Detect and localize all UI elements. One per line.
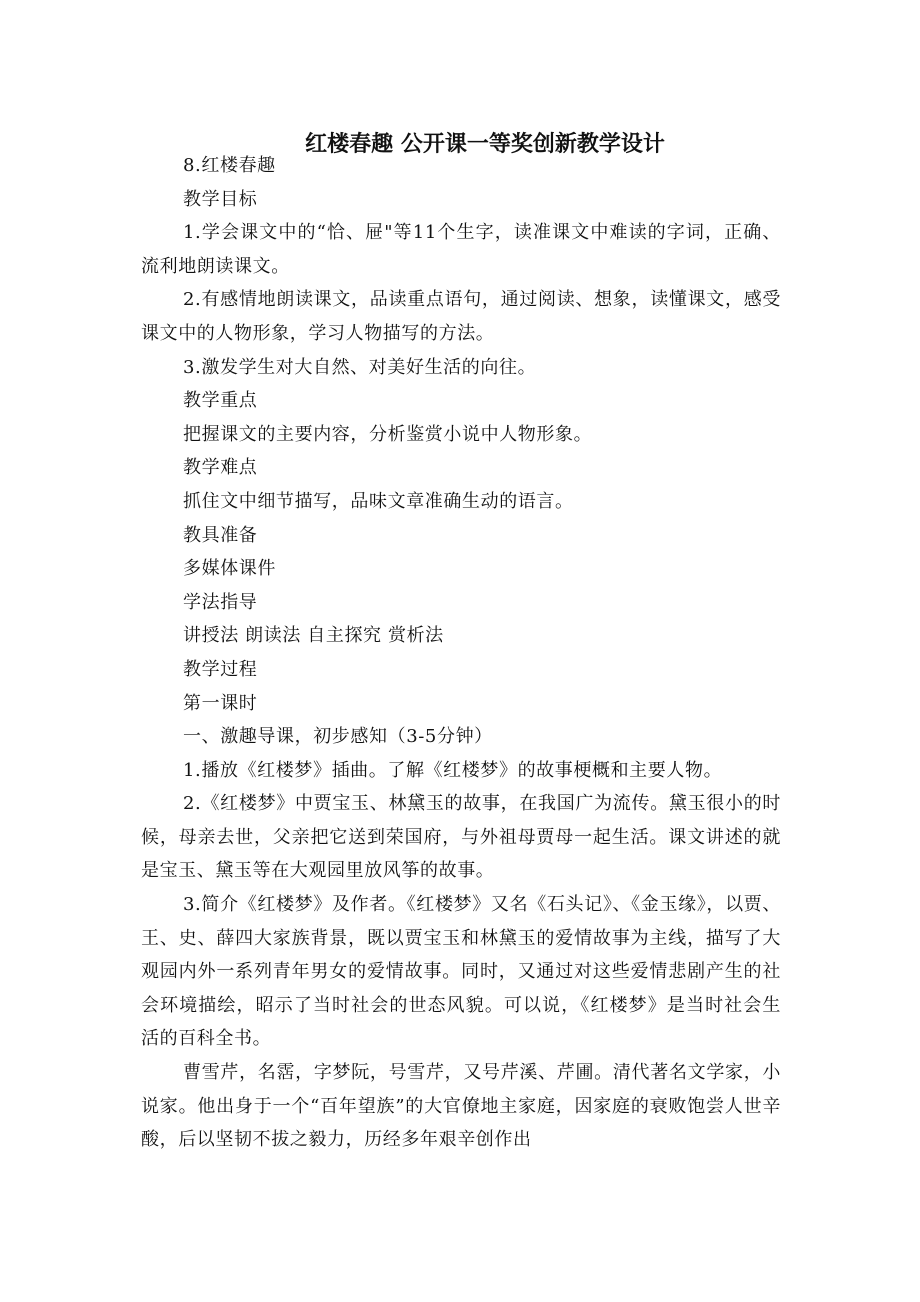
objective-2: 2.有感情地朗读课文，品读重点语句，通过阅读、想象，读懂课文，感受课文中的人物形象，学习人物描写的方法。 <box>141 289 781 344</box>
section-heading-objectives: 教学目标 <box>183 188 258 210</box>
key-points-text: 把握课文的主要内容，分析鉴赏小说中人物形象。 <box>183 423 593 445</box>
step-1-item-3: 3.简介《红楼梦》及作者。《红楼梦》又名《石头记》、《金玉缘》，以贾、王、史、薛四大家族背景，既以贾宝玉和林黛玉的爱情故事为主线，描写了大观园内外一系列青年男女的爱情故事。同时，又通过对这些爱情悲剧产生的社会环境描绘，昭示了当时社会的世态风貌。可以说，《红楼梦》是当时社会生活的百科全书。 <box>141 894 781 1050</box>
section-heading-key-points: 教学重点 <box>183 390 258 412</box>
lesson-heading: 8.红楼春趣 <box>183 155 276 176</box>
objective-3: 3.激发学生对大自然、对美好生活的向往。 <box>183 356 537 378</box>
step-1-item-2: 2.《红楼梦》中贾宝玉、林黛玉的故事，在我国广为流传。黛玉很小的时候，母亲去世，父亲把它送到荣国府，与外祖母贾母一起生活。课文讲述的就是宝玉、黛玉等在大观园里放风筝的故事。 <box>141 793 781 882</box>
section-heading-teaching-aids: 教具准备 <box>183 524 258 546</box>
section-heading-difficulties: 教学难点 <box>183 457 258 479</box>
objective-1: 1.学会课文中的“恰、屉"等11个生字，读准课文中难读的字词，正确、流利地朗读课文。 <box>141 222 781 277</box>
first-lesson-heading: 第一课时 <box>183 692 258 714</box>
step-1-item-1: 1.播放《红楼梦》插曲。了解《红楼梦》的故事梗概和主要人物。 <box>183 759 723 781</box>
document-body <box>141 149 781 1157</box>
teaching-aids-text: 多媒体课件 <box>183 558 276 580</box>
section-heading-teaching-process: 教学过程 <box>183 658 258 680</box>
step-1-heading: 一、激趣导课，初步感知（3-5分钟） <box>183 726 493 748</box>
method-guidance-text: 讲授法 朗读法 自主探究 赏析法 <box>183 625 444 647</box>
document-title: 红楼春趣 公开课一等奖创新教学设计 <box>305 131 665 157</box>
author-introduction: 曹雪芹，名霑，字梦阮，号雪芹，又号芹溪、芹圃。清代著名文学家，小说家。他出身于一个“百年望族”的大官僚地主家庭，因家庭的衰败饱尝人世辛酸，后以坚韧不拔之毅力，历经多年艰辛创作出 <box>141 1062 781 1151</box>
section-heading-method-guidance: 学法指导 <box>183 591 258 613</box>
difficulties-text: 抓住文中细节描写，品味文章准确生动的语言。 <box>183 490 574 512</box>
